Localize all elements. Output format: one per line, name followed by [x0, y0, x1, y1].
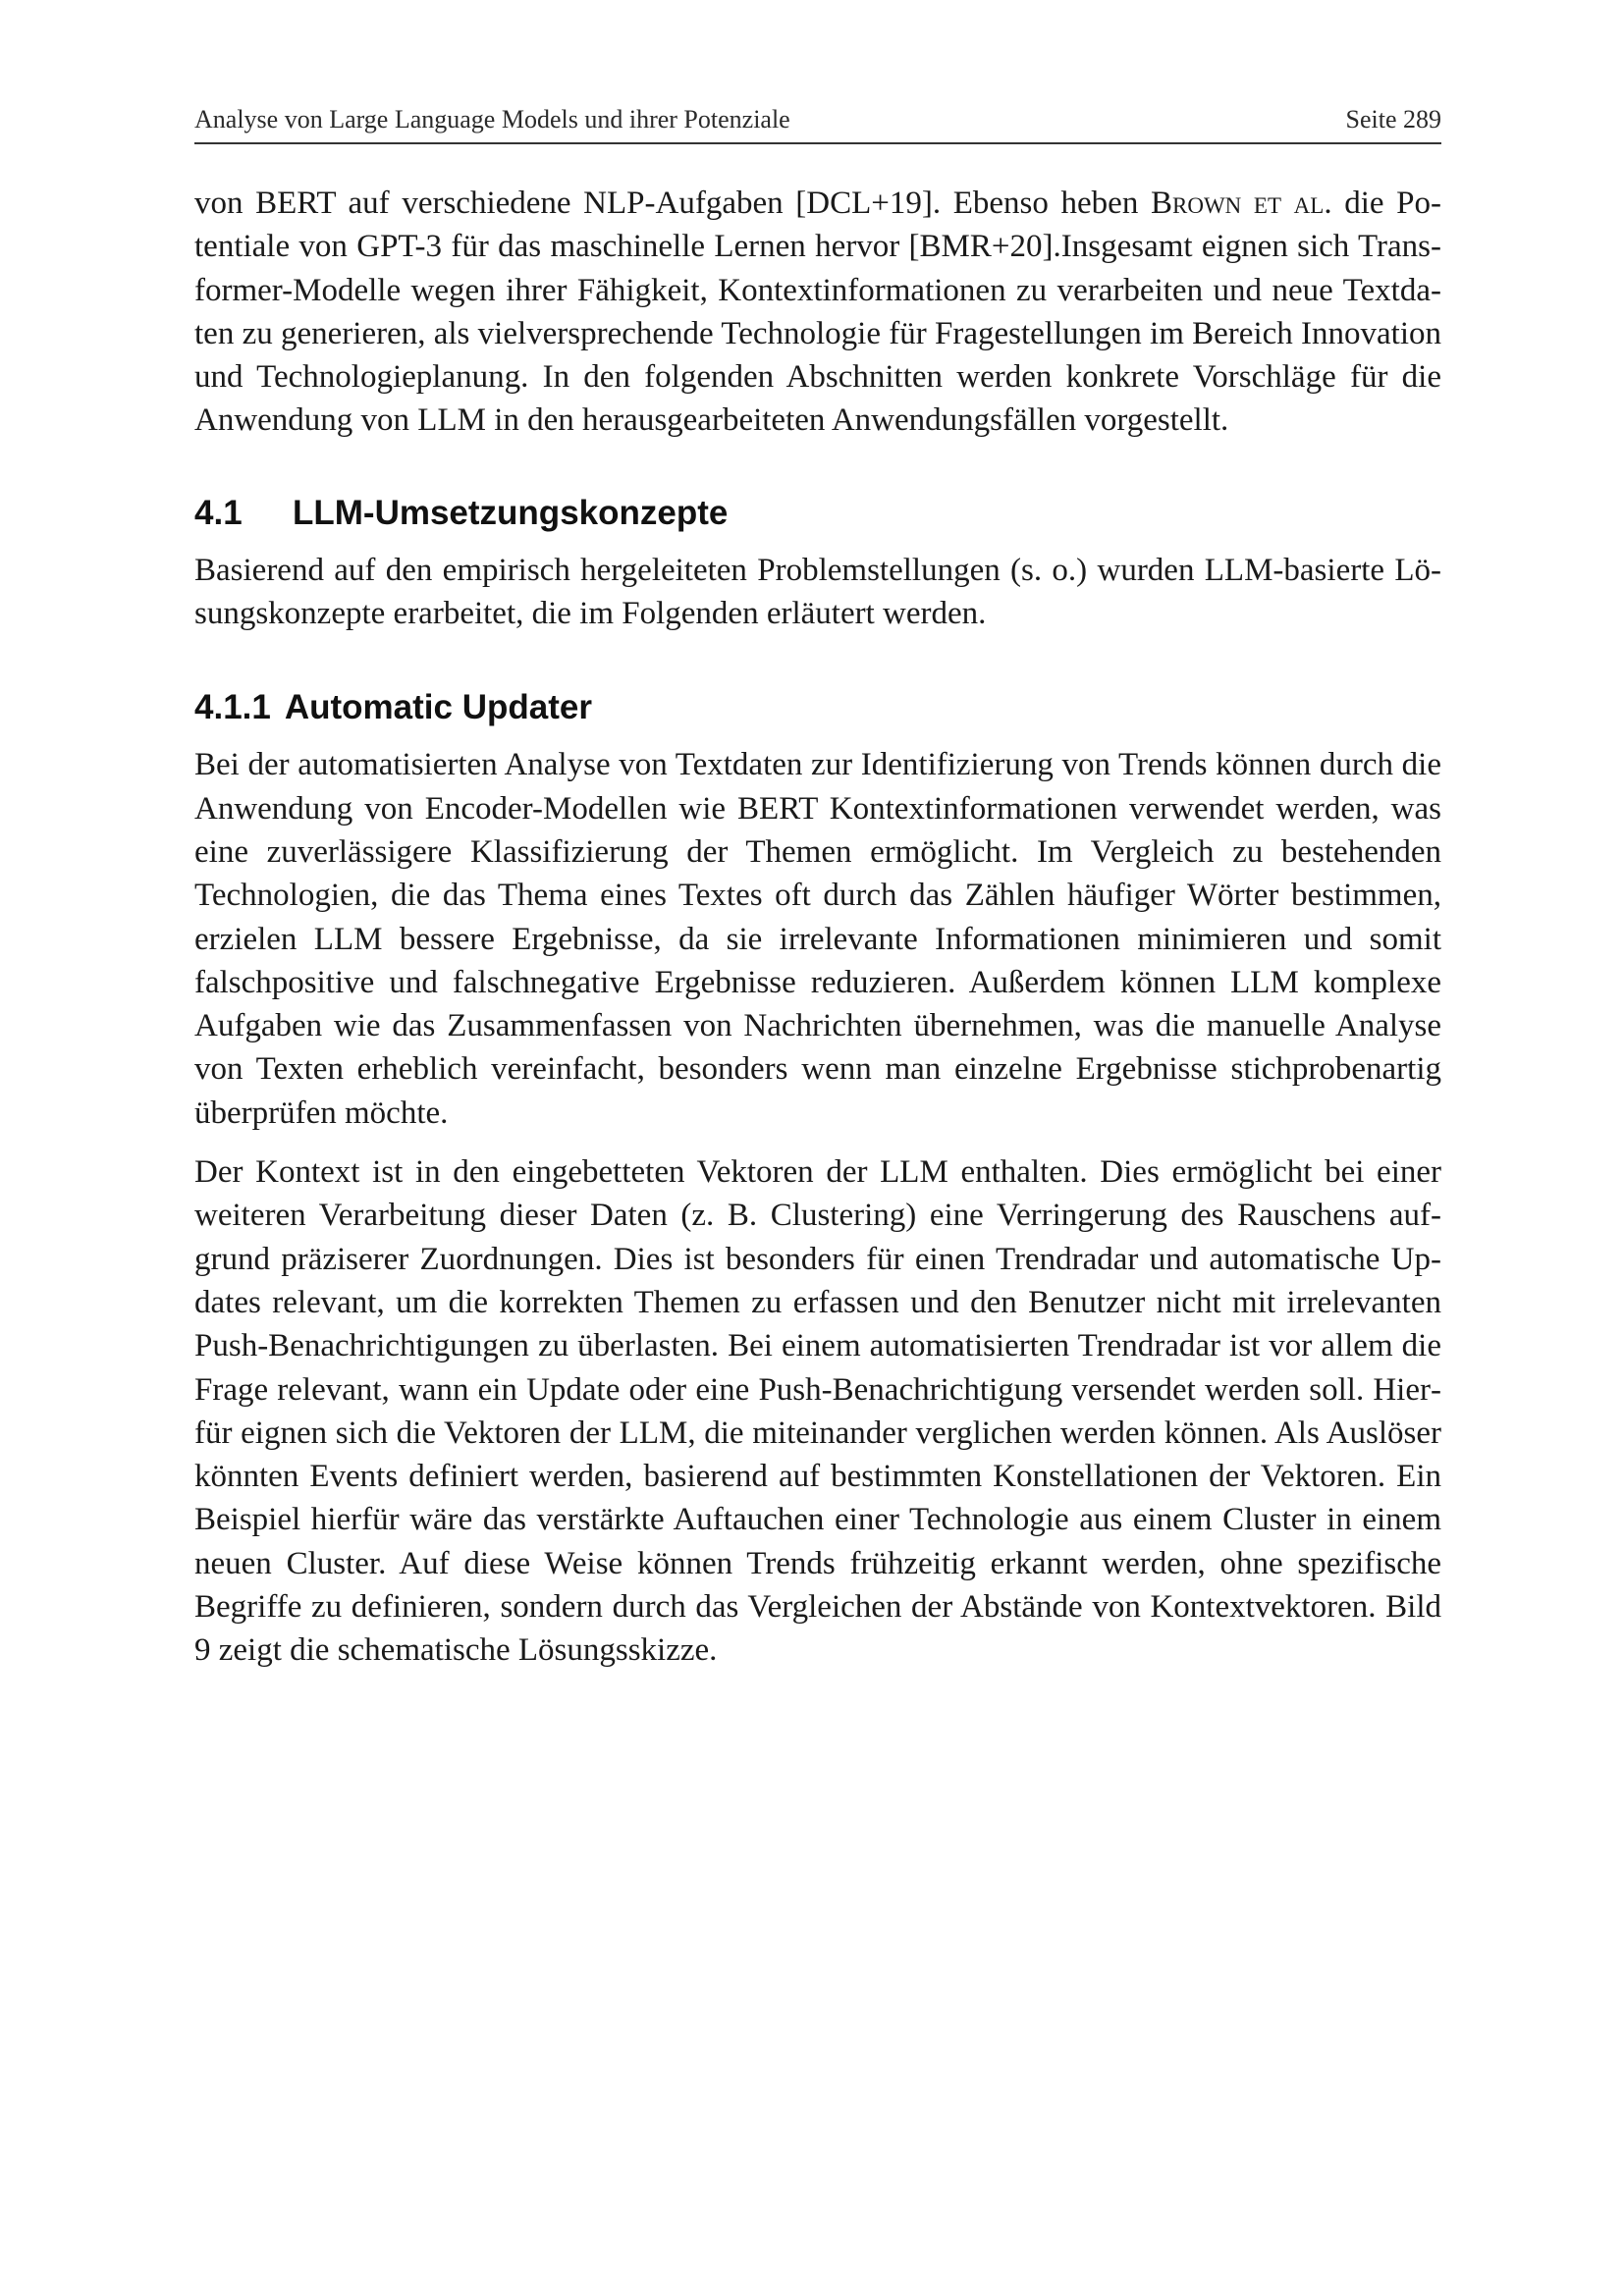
page-number: Seite 289	[1345, 105, 1441, 133]
running-header	[194, 103, 1441, 144]
section-4-1-paragraph: Basierend auf den empirisch hergeleiteten Problemstellungen (s. o.) wurden LLM-basierte Lösungskonzepte erarbeitet, die im Folgenden erläutert werden.	[194, 552, 1441, 632]
intro-text-part1: von BERT auf verschiedene NLP-Aufgaben [DCL+19]. Ebenso heben	[194, 186, 1151, 221]
header-title: Analyse von Large Language Models und ihrer Potenziale	[194, 105, 790, 133]
intro-paragraph	[194, 182, 1441, 443]
document-page	[194, 103, 1441, 1673]
section-number: 4.1	[194, 493, 243, 532]
intro-text-part2: . die Potentiale von GPT-3 für das maschinelle Lernen hervor [BMR+20].Insgesamt eignen sich Transformer-Modelle wegen ihrer Fähigkeit, Kontextinformationen zu verarbeiten und neue Textdaten zu generieren, als vielversprechende Technologie für Fragestellungen im Bereich Innovation und Technologieplanung. In den folgenden Abschnitten werden konkrete Vorschläge für die Anwendung von LLM in den herausgearbeiteten Anwendungsfällen vorgestellt.	[194, 186, 1442, 439]
subsection-paragraph-1: Bei der automatisierten Analyse von Textdaten zur Identifizierung von Trends können durch die Anwendung von Encoder-Modellen wie BERT Kontextinformationen verwendet werden, was eine zuverlässigere Klassifizierung der Themen ermöglicht. Im Vergleich zu bestehenden Technologien, die das Thema eines Textes oft durch das Zählen häufiger Wörter bestimmen, erzielen LLM bessere Ergebnisse, da sie irrelevante Informationen minimieren und somit falschpositive und falschnegative Ergebnisse reduzieren. Außerdem können LLM komplexe Aufgaben wie das Zusammenfassen von Nachrichten übernehmen, was die manuelle Analyse von Texten erheblich vereinfacht, besonders wenn man einzelne Ergebnisse stichprobenartig überprüfen möchte.	[194, 747, 1441, 1131]
subsection-number: 4.1.1	[194, 688, 271, 727]
subsection-paragraph-2: Der Kontext ist in den eingebetteten Vektoren der LLM enthalten. Dies ermöglicht bei einer weiteren Verarbeitung dieser Daten (z. B. Clustering) eine Verringerung des Rauschens aufgrund präziserer Zuordnungen. Dies ist besonders für einen Trendradar und automatische Updates relevant, um die korrekten Themen zu erfassen und den Benutzer nicht mit irrelevanten Push-Benachrichtigungen zu überlasten. Bei einem automatisierten Trendradar ist vor allem die Frage relevant, wann ein Update oder eine Push-Benachrichtigung versendet werden soll. Hierfür eignen sich die Vektoren der LLM, die miteinander verglichen werden können. Als Auslöser könnten Events definiert werden, basierend auf bestimmten Konstellationen der Vektoren. Ein Beispiel hierfür wäre das verstärkte Auftauchen einer Technologie aus einem Cluster in einem neuen Cluster. Auf diese Weise können Trends frühzeitig erkannt werden, ohne spezifische Begriffe zu definieren, sondern durch das Vergleichen der Abstände von Kontextvektoren. Bild 9 zeigt die schematische Lösungsskizze.	[194, 1154, 1441, 1669]
section-title: LLM-Umsetzungskonzepte	[293, 493, 729, 532]
section-heading-4-1-1	[194, 686, 1441, 729]
section-heading-4-1	[194, 492, 1441, 535]
author-citation: Brown et al	[1150, 186, 1325, 221]
subsection-title: Automatic Updater	[284, 688, 592, 727]
